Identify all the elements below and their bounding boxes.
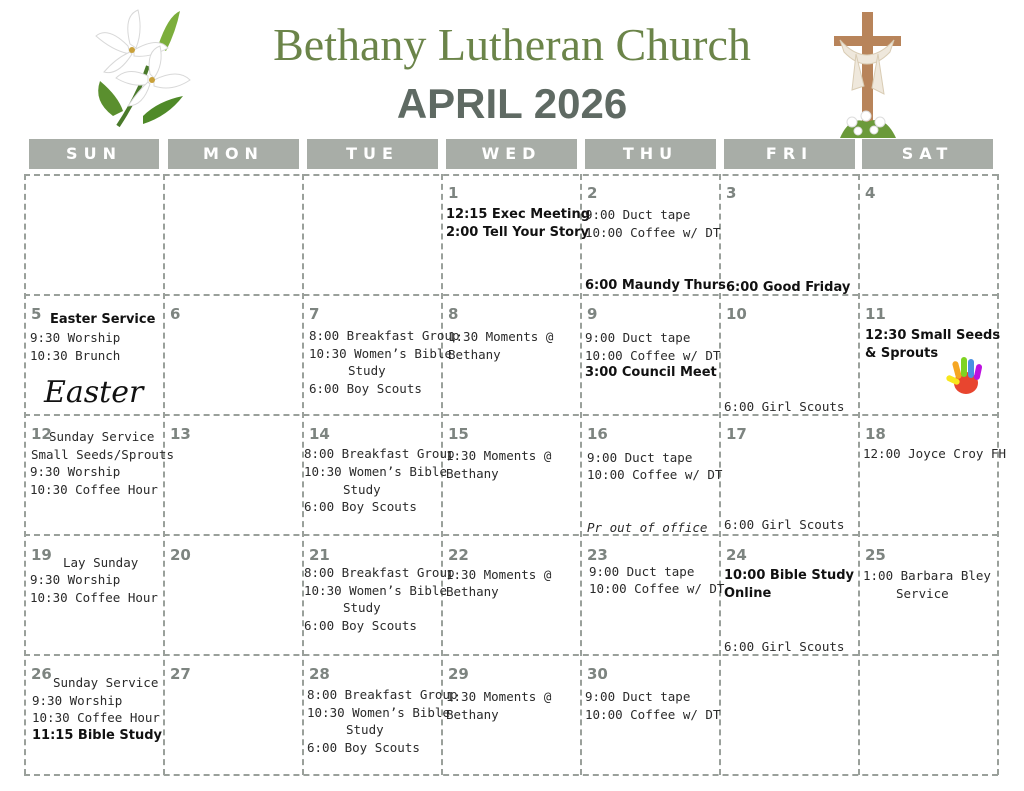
calendar-event: 10:30 Women’s Bible xyxy=(304,583,447,598)
church-title: Bethany Lutheran Church xyxy=(273,19,751,70)
calendar-event: 9:00 Duct tape xyxy=(585,207,691,222)
day-number: 26 xyxy=(31,665,52,683)
day-number: 1 xyxy=(448,184,459,202)
day-number: 9 xyxy=(587,305,598,323)
calendar-event: 8:00 Breakfast Group xyxy=(304,565,455,580)
calendar-event: Sunday Service xyxy=(49,429,155,444)
calendar-event: 9:00 Duct tape xyxy=(585,330,691,345)
calendar-event: 11:15 Bible Study xyxy=(32,728,162,743)
calendar-event: 10:00 Bible Study xyxy=(724,568,854,583)
calendar-event: 12:00 Joyce Croy FH xyxy=(863,446,1006,461)
day-number: 28 xyxy=(309,665,330,683)
calendar-event: 1:30 Moments @ xyxy=(446,567,552,582)
calendar-event: 10:00 Coffee w/ DT xyxy=(587,467,723,482)
calendar-event: 10:30 Women’s Bible xyxy=(304,464,447,479)
calendar-event: 8:00 Breakfast Group xyxy=(304,446,455,461)
day-number: 27 xyxy=(170,665,191,683)
calendar-event: 6:00 Boy Scouts xyxy=(304,499,417,514)
calendar-event: 10:30 Coffee Hour xyxy=(30,590,158,605)
calendar-event: 9:00 Duct tape xyxy=(589,564,695,579)
calendar-event: Study xyxy=(343,482,381,497)
day-number: 2 xyxy=(587,184,598,202)
lily-flower-icon xyxy=(88,6,208,134)
easter-script-text: Easter xyxy=(44,375,144,410)
day-number: 18 xyxy=(865,425,886,443)
calendar-event: 1:00 Barbara Bley xyxy=(863,568,991,583)
calendar-event: 9:30 Worship xyxy=(30,464,121,479)
day-number: 30 xyxy=(587,665,608,683)
calendar-event: 8:00 Breakfast Group xyxy=(309,328,460,343)
weekday-header-mon: MON xyxy=(168,139,299,169)
day-number: 10 xyxy=(726,305,747,323)
day-number: 22 xyxy=(448,546,469,564)
calendar-event: 9:00 Duct tape xyxy=(585,689,691,704)
calendar-event: 10:30 Coffee Hour xyxy=(32,710,160,725)
calendar-event: 6:00 Girl Scouts xyxy=(724,517,845,532)
calendar-event: 10:30 Women’s Bible xyxy=(309,346,452,361)
calendar-event: 1:30 Moments @ xyxy=(448,329,554,344)
calendar-event: & Sprouts xyxy=(865,346,939,361)
calendar-event: 12:30 Small Seeds xyxy=(865,328,1001,343)
calendar-event: 9:30 Worship xyxy=(30,330,121,345)
day-number: 15 xyxy=(448,425,469,443)
calendar-event: 10:30 Brunch xyxy=(30,348,121,363)
calendar-event: 6:00 Girl Scouts xyxy=(724,399,845,414)
calendar-event: Bethany xyxy=(448,347,501,362)
calendar-event: 9:30 Worship xyxy=(32,693,123,708)
weekday-header-sat: SAT xyxy=(862,139,993,169)
calendar-event: 6:00 Boy Scouts xyxy=(309,381,422,396)
calendar-event: Small Seeds/Sprouts xyxy=(31,447,174,462)
weekday-header-fri: FRI xyxy=(724,139,855,169)
day-number: 24 xyxy=(726,546,747,564)
calendar-event: Study xyxy=(346,722,384,737)
calendar-event: Easter Service xyxy=(50,312,156,327)
calendar-event: Bethany xyxy=(446,707,499,722)
calendar-event: Pr out of office xyxy=(587,520,708,535)
calendar-event: 9:30 Worship xyxy=(30,572,121,587)
calendar-event: 8:00 Breakfast Group xyxy=(307,687,458,702)
calendar-event: 6:00 Girl Scouts xyxy=(724,639,845,654)
weekday-header-tue: TUE xyxy=(307,139,438,169)
day-number: 7 xyxy=(309,305,320,323)
calendar-event: 6:00 Boy Scouts xyxy=(307,740,420,755)
day-number: 23 xyxy=(587,546,608,564)
day-number: 4 xyxy=(865,184,876,202)
weekday-header-thu: THU xyxy=(585,139,716,169)
calendar-event: 10:00 Coffee w/ DT xyxy=(585,225,721,240)
calendar-event: 10:30 Women’s Bible xyxy=(307,705,450,720)
calendar-event: 9:00 Duct tape xyxy=(587,450,693,465)
calendar-event: Sunday Service xyxy=(53,675,159,690)
calendar-event: 10:00 Coffee w/ DT xyxy=(585,348,721,363)
calendar-event: Service xyxy=(896,586,949,601)
day-number: 3 xyxy=(726,184,737,202)
day-number: 12 xyxy=(31,425,52,443)
calendar-event: 6:00 Good Friday xyxy=(726,280,851,295)
day-number: 29 xyxy=(448,665,469,683)
calendar-event: 10:00 Coffee w/ DT xyxy=(589,581,725,596)
calendar-event: 6:00 Boy Scouts xyxy=(304,618,417,633)
calendar-event: 1:30 Moments @ xyxy=(446,448,552,463)
day-number: 16 xyxy=(587,425,608,443)
day-number: 17 xyxy=(726,425,747,443)
day-number: 11 xyxy=(865,305,886,323)
day-number: 8 xyxy=(448,305,459,323)
calendar-event: 12:15 Exec Meeting xyxy=(446,207,591,222)
cross-with-drape-icon xyxy=(830,10,905,140)
calendar-event: Study xyxy=(343,600,381,615)
calendar-event: Bethany xyxy=(446,466,499,481)
calendar-event: 6:00 Maundy Thurs xyxy=(585,278,726,293)
calendar-event: 2:00 Tell Your Story xyxy=(446,225,589,240)
day-number: 20 xyxy=(170,546,191,564)
handprint-icon xyxy=(944,355,986,399)
weekday-header-sun: SUN xyxy=(29,139,159,169)
calendar-event: Study xyxy=(348,363,386,378)
day-number: 19 xyxy=(31,546,52,564)
day-number: 21 xyxy=(309,546,330,564)
day-number: 5 xyxy=(31,305,42,323)
calendar-event: 1:30 Moments @ xyxy=(446,689,552,704)
month-title: APRIL 2026 xyxy=(396,80,628,127)
calendar-event: 10:00 Coffee w/ DT xyxy=(585,707,721,722)
calendar-event: Lay Sunday xyxy=(63,555,139,570)
calendar-event: Online xyxy=(724,586,772,601)
day-number: 6 xyxy=(170,305,181,323)
calendar-event: 3:00 Council Meet xyxy=(585,365,717,380)
weekday-header-wed: WED xyxy=(446,139,577,169)
day-number: 14 xyxy=(309,425,330,443)
day-number: 13 xyxy=(170,425,191,443)
calendar-event: Bethany xyxy=(446,584,499,599)
calendar-event: 10:30 Coffee Hour xyxy=(30,482,158,497)
day-number: 25 xyxy=(865,546,886,564)
